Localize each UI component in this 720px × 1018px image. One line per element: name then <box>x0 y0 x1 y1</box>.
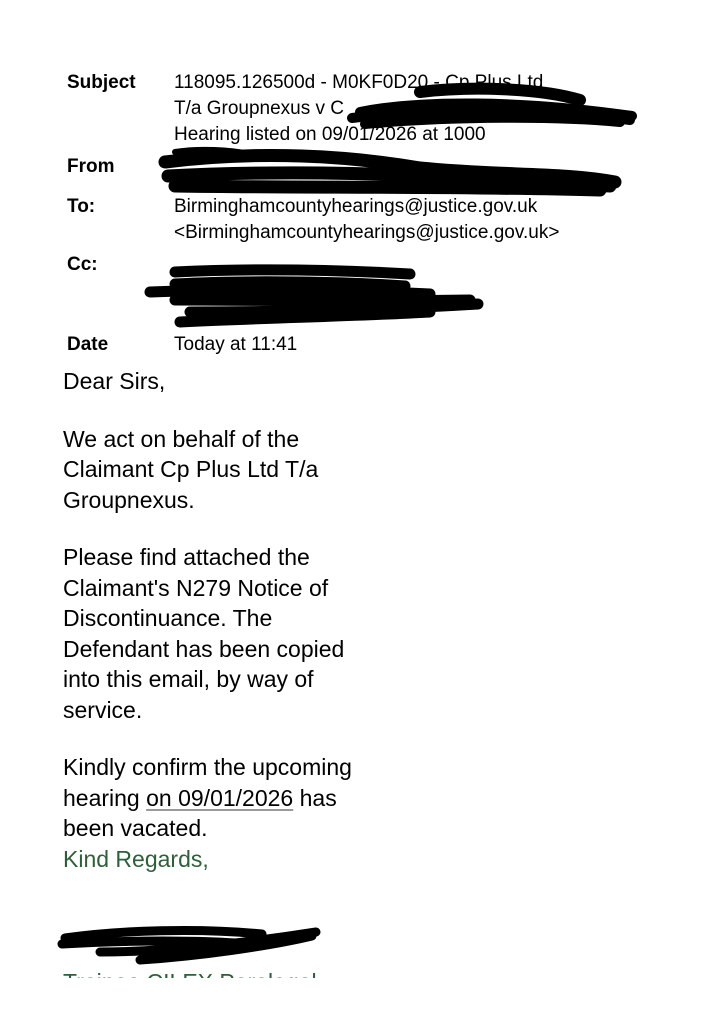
date-row <box>67 332 687 360</box>
para2-line-4: Defendant has been copied <box>63 635 345 662</box>
subject-line-3: Hearing listed on 09/01/2026 at 1000 <box>174 124 486 145</box>
email-body <box>63 366 393 874</box>
para2-line-5: into this email, by way of <box>63 666 314 692</box>
para3-line-1: Kindly confirm the upcoming <box>63 754 352 780</box>
subject-line-2: T/a Groupnexus v C <box>174 98 345 119</box>
to-value[interactable] <box>174 194 687 246</box>
subject-label: Subject <box>67 72 136 93</box>
to-row <box>67 194 687 252</box>
date-value: Today at 11:41 <box>174 334 298 355</box>
paragraph-attachment <box>63 542 393 725</box>
para1-line-1: We act on behalf of the <box>63 425 300 452</box>
from-label: From <box>67 156 115 177</box>
subject-value <box>174 70 687 148</box>
para2-line-2: Claimant's N279 Notice of <box>63 574 329 601</box>
para2-line-3: Discontinuance. The <box>63 605 273 631</box>
cc-label: Cc: <box>67 254 98 275</box>
para3-line-2-pre: hearing <box>63 784 147 811</box>
greeting: Dear Sirs, <box>63 368 166 394</box>
closing: Kind Regards, <box>63 845 209 872</box>
hearing-date-link[interactable]: on 09/01/2026 <box>146 784 294 811</box>
para2-line-6: service. <box>63 696 143 723</box>
subject-line-1: 118095.126500d - M0KF0D20 - Cp Plus Ltd <box>174 72 544 93</box>
para2-line-1: Please find attached the <box>63 544 310 570</box>
to-label: To: <box>67 196 96 217</box>
email-header <box>67 70 687 360</box>
para1-line-3: Groupnexus. <box>63 486 195 513</box>
paragraph-confirm <box>63 752 393 844</box>
para3-line-2-post: has <box>293 784 337 811</box>
paragraph-representation <box>63 424 393 516</box>
page-bottom-clip <box>0 978 720 1018</box>
date-label: Date <box>67 334 109 355</box>
para3-line-3: been vacated. <box>63 815 208 841</box>
subject-row <box>67 70 687 154</box>
cc-row <box>67 252 687 332</box>
to-address-line-2[interactable]: <Birminghamcountyhearings@justice.gov.uk> <box>174 222 560 243</box>
para1-line-2: Claimant Cp Plus Ltd T/a <box>63 456 319 482</box>
from-row <box>67 154 687 194</box>
to-address-line-1[interactable]: Birminghamcountyhearings@justice.gov.uk <box>174 196 538 217</box>
signature-name-redacted <box>63 922 317 962</box>
